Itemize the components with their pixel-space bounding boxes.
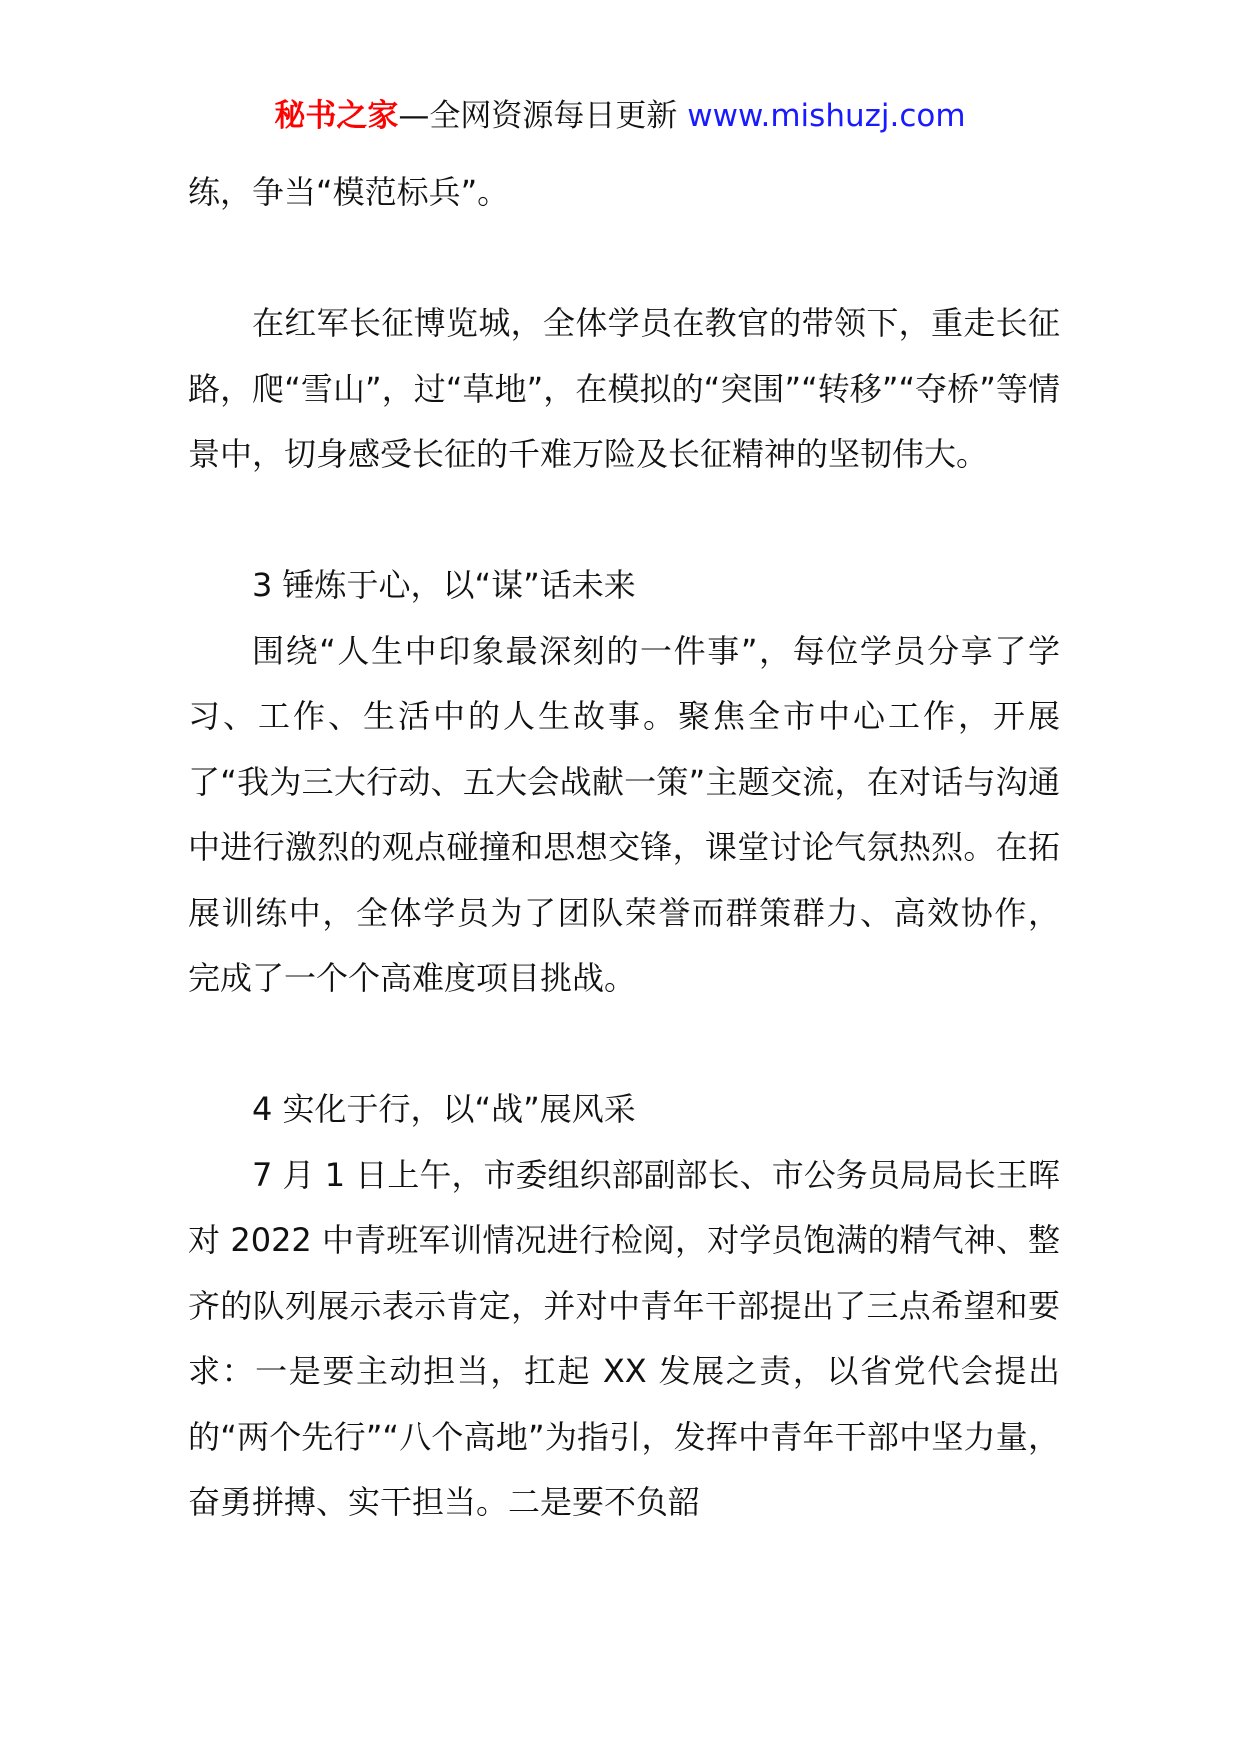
- site-header: [0, 96, 1240, 136]
- brand-name: 秘书之家: [274, 98, 399, 134]
- paragraph-gap: [188, 1012, 1060, 1078]
- paragraph-continuation: 练，争当“模范标兵”。: [188, 173, 510, 211]
- document-body: [188, 160, 1060, 1536]
- paragraph-gap: [188, 226, 1060, 292]
- site-url-link[interactable]: www.mishuzj.com: [687, 98, 966, 134]
- paragraph-long-march: 在红军长征博览城，全体学员在教官的带领下，重走长征路，爬“雪山”，过“草地”，在模拟的“突围”“转移”“夺桥”等情景中，切身感受长征的千难万险及长征精神的坚韧伟大。: [188, 304, 1060, 473]
- paragraph-inspection: 7 月 1 日上午，市委组织部副部长、市公务员局局长王晖对 2022 中青班军训情况进行检阅，对学员饱满的精气神、整齐的队列展示表示肯定，并对中青年干部提出了三点希望和要求：一是要主动担当，扛起 XX 发展之责，以省党代会提出的“两个先行”“八个高地”为指引，发挥中青年干部中坚力量，奋勇拼搏、实干担当。二是要不负韶: [188, 1155, 1060, 1521]
- section-heading-3: 3 锤炼于心，以“谋”话未来: [252, 566, 636, 604]
- header-tagline: —全网资源每日更新: [398, 98, 678, 134]
- paragraph-stories: 围绕“人生中印象最深刻的一件事”，每位学员分享了学习、工作、生活中的人生故事。聚焦全市中心工作，开展了“我为三大行动、五大会战献一策”主题交流，在对话与沟通中进行激烈的观点碰撞和思想交锋，课堂讨论气氛热烈。在拓展训练中，全体学员为了团队荣誉而群策群力、高效协作， 完成了一个个高难度项目挑战。: [188, 631, 1060, 997]
- section-heading-4: 4 实化于行，以“战”展风采: [252, 1090, 636, 1128]
- paragraph-gap: [188, 488, 1060, 554]
